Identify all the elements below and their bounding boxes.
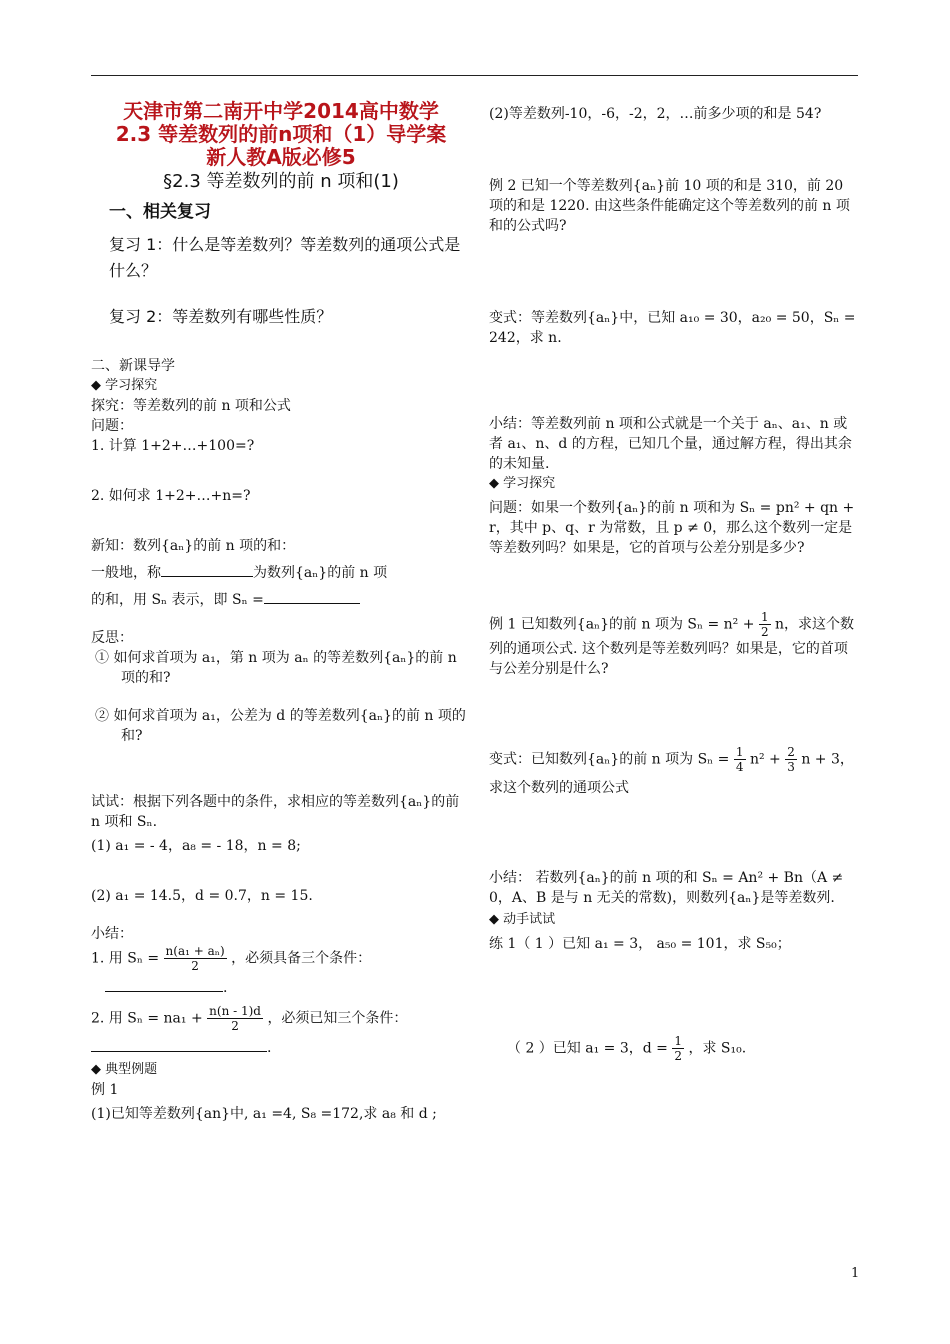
practice-2-fraction [672, 1034, 684, 1063]
explore-heading-2: ◆ 学习探究 [489, 476, 556, 491]
fill-blank[interactable] [91, 1037, 267, 1052]
summary-2 [91, 1004, 471, 1033]
general-definition [91, 562, 471, 583]
try-1: (1) a₁ = - 4，a₈ = - 18，n = 8; [91, 838, 301, 854]
summary-2-right: 小结： 若数列{aₙ}的前 n 项的和 Sₙ = An² + Bn（A ≠ 0，A、B 是与 n 无关的常数)，则数列{aₙ}是等差数列. [489, 870, 844, 906]
try-prompt: 试试：根据下列各题中的条件，求相应的等差数列{aₙ}的前 n 项和 Sₙ. [91, 794, 460, 830]
fraction-denominator: 4 [735, 760, 744, 774]
variant-1: 变式：等差数列{aₙ}中，已知 a₁₀ = 30，a₂₀ = 50，Sₙ = 242，求 n. [489, 310, 856, 346]
problem: 问题：如果一个数列{aₙ}的前 n 项和为 Sₙ = pn² + qn + r，其中 p、q、r 为常数，且 p ≠ 0，那么这个数列一定是等差数列吗？如果是，它的首项与公差分别是多少? [489, 500, 855, 556]
question-1: 1. 计算 1+2+…+100=? [91, 438, 255, 454]
title-line-1: 天津市第二南开中学2014高中数学 [123, 99, 439, 123]
variant-2 [489, 745, 861, 774]
example-1-right-text-a: 例 1 已知数列{aₙ}的前 n 项为 Sₙ = n² + [489, 616, 755, 633]
summary-label: 小结： [91, 926, 133, 942]
variant-2-text-mid: n² + [749, 751, 781, 768]
header-rule [91, 75, 858, 76]
title-line-2: 2.3 等差数列的前n项和（1）导学案 [115, 122, 447, 146]
fraction-numerator: 1 [674, 1034, 682, 1048]
summary-1 [91, 944, 471, 973]
example-1-part-1: (1)已知等差数列{an}中, a₁ =4, S₈ =172,求 a₈ 和 d ; [91, 1106, 437, 1122]
example-1-fraction [759, 610, 771, 639]
summary-1-blank-line: . [91, 977, 471, 998]
general-text-b: 为数列{aₙ}的前 n 项 [253, 565, 388, 581]
fraction-denominator: 2 [231, 1019, 239, 1033]
left-column [91, 92, 471, 1124]
summary-2-blank-line: . [91, 1037, 471, 1058]
example-1-label: 例 1 [91, 1082, 119, 1098]
right-column [489, 92, 861, 1063]
fraction-numerator: 1 [760, 610, 769, 624]
variant-2-text-b: n + 3， [801, 751, 854, 768]
variant-2-fraction-2 [785, 745, 797, 774]
section-new-lesson: 二、新课导学 [91, 358, 175, 374]
fraction-denominator: 2 [674, 1049, 682, 1063]
reflect-1: ① 如何求首项为 a₁，第 n 项为 aₙ 的等差数列{aₙ}的前 n 项的和? [95, 650, 457, 686]
small-summary: 小结：等差数列前 n 项和公式就是一个关于 aₙ、a₁、n 或者 a₁、n、d 的方程，已知几个量，通过解方程，得出其余的未知量. [489, 416, 852, 472]
fill-blank[interactable] [105, 977, 223, 992]
fraction-denominator: 3 [787, 760, 795, 774]
practice-2-text-a: （ 2 ）已知 a₁ = 3，d = [507, 1040, 668, 1057]
summary-1-text-b: ，必须具备三个条件： [231, 950, 372, 967]
explore-heading: ◆ 学习探究 [91, 378, 158, 393]
try-2: (2) a₁ = 14.5，d = 0.7，n = 15. [91, 888, 313, 904]
question-label: 问题： [91, 418, 133, 434]
variant-2-text-a: 变式：已知数列{aₙ}的前 n 项为 Sₙ = [489, 751, 730, 768]
section-review-heading: 一、相关复习 [109, 202, 211, 222]
fraction-numerator: 2 [787, 745, 795, 759]
practice-2-text-b: ，求 S₁₀. [688, 1040, 747, 1057]
example-1-right [489, 610, 861, 679]
typical-examples-heading: ◆ 典型例题 [91, 1062, 158, 1077]
fill-blank[interactable] [161, 562, 253, 577]
general-text-c: 的和，用 Sₙ 表示，即 Sₙ = [91, 592, 264, 608]
fraction-numerator: n(a₁ + aₙ) [165, 944, 225, 958]
example-1-right-text-b: n，求这个数列的通项公式. 这个数列是等差数列吗？如果是，它的首项与公差分别是什么? [489, 616, 855, 677]
review-2: 复习 2：等差数列有哪些性质？ [109, 307, 333, 326]
summary-1-fraction [164, 944, 227, 973]
variant-2-fraction-1 [734, 745, 746, 774]
fraction-numerator: 1 [735, 745, 744, 759]
example-2: 例 2 已知一个等差数列{aₙ}前 10 项的和是 310，前 20 项的和是 1220. 由这些条件能确定这个等差数列的前 n 项和的公式吗? [489, 178, 850, 234]
general-definition-2 [91, 589, 471, 610]
summary-2-text-a: 2. 用 Sₙ = na₁ + [91, 1010, 203, 1027]
reflect-label: 反思： [91, 630, 133, 646]
general-text-a: 一般地，称 [91, 565, 161, 581]
reflect-2: ② 如何求首项为 a₁，公差为 d 的等差数列{aₙ}的前 n 项的和? [95, 708, 466, 744]
summary-2-fraction [207, 1004, 263, 1033]
new-knowledge: 新知：数列{aₙ}的前 n 项的和： [91, 538, 296, 554]
page-number: 1 [851, 1266, 860, 1281]
section-subtitle: §2.3 等差数列的前 n 项和(1) [163, 171, 399, 192]
fraction-denominator: 2 [191, 959, 199, 973]
title-line-3: 新人教A版必修5 [206, 145, 356, 169]
practice-1: 练 1（ 1 ）已知 a₁ = 3， a₅₀ = 101，求 S₅₀； [489, 936, 791, 952]
hands-on-heading: ◆ 动手试试 [489, 912, 556, 927]
summary-2-text-b: ，必须已知三个条件： [267, 1010, 408, 1027]
variant-2-text-c: 求这个数列的通项公式 [489, 780, 629, 796]
summary-1-text-a: 1. 用 Sₙ = [91, 950, 160, 967]
fill-blank[interactable] [264, 589, 360, 604]
fraction-denominator: 2 [760, 625, 769, 639]
review-1: 复习 1：什么是等差数列？等差数列的通项公式是什么？ [109, 235, 461, 280]
practice-2 [489, 1034, 861, 1063]
question-2: 2. 如何求 1+2+…+n=? [91, 488, 251, 504]
doc-title [91, 100, 471, 169]
fraction-numerator: n(n - 1)d [209, 1004, 261, 1018]
example-1-part-2: (2)等差数列-10，-6，-2，2，…前多少项的和是 54? [489, 106, 822, 122]
explore-text: 探究：等差数列的前 n 项和公式 [91, 398, 291, 414]
